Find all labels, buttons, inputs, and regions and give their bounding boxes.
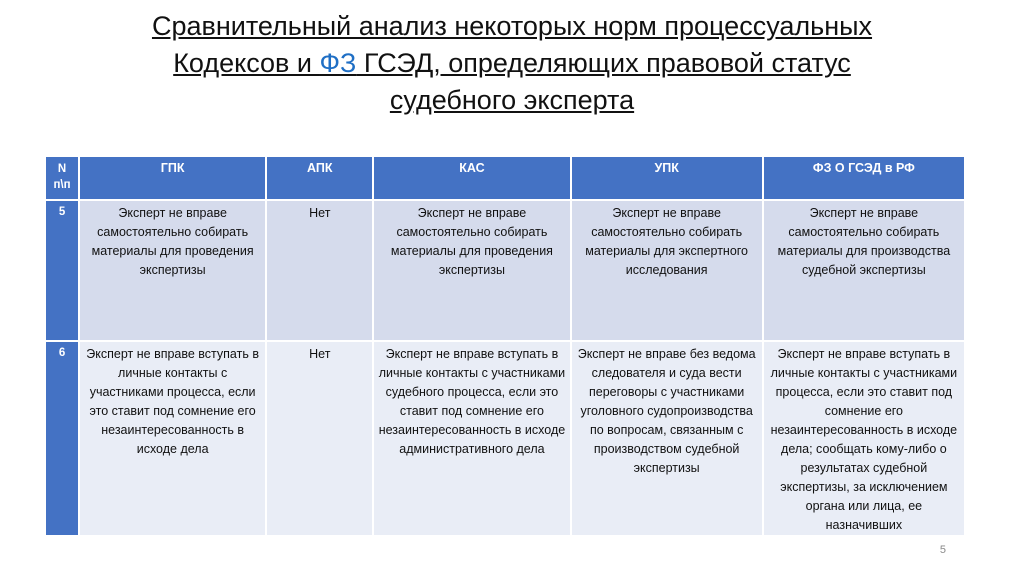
header-kas: КАС <box>374 157 569 199</box>
slide-title <box>60 8 964 119</box>
page-number: 5 <box>939 544 946 556</box>
header-num: N п\п <box>46 157 78 199</box>
header-fz: ФЗ О ГСЭД в РФ <box>764 157 964 199</box>
cell-upk: Эксперт не вправе самостоятельно собирать материалы для экспертного исследования <box>572 201 762 340</box>
comparison-table <box>44 155 966 537</box>
table-row <box>46 342 964 535</box>
fz-link[interactable]: ФЗ <box>319 48 357 78</box>
cell-gpk: Эксперт не вправе вступать в личные контакты с участниками процесса, если это ставит под сомнение его незаинтересованность в исходе дела <box>80 342 265 535</box>
title-line-2 <box>60 45 964 82</box>
table-row <box>46 201 964 340</box>
cell-upk: Эксперт не вправе без ведома следователя и суда вести переговоры с участниками уголовного судопроизводства по вопросам, связанным с производством судебной экспертизы <box>572 342 762 535</box>
cell-gpk: Эксперт не вправе самостоятельно собирать материалы для проведения экспертизы <box>80 201 265 340</box>
title-line-3: судебного эксперта <box>389 85 635 115</box>
table-header-row <box>46 157 964 199</box>
header-gpk: ГПК <box>80 157 265 199</box>
title-line-2-end: ГСЭД, определяющих правовой статус <box>356 48 851 78</box>
cell-apk: Нет <box>267 342 372 535</box>
cell-kas: Эксперт не вправе вступать в личные контакты с участниками судебного процесса, если это ставит под сомнение его незаинтересованность в исходе административного дела <box>374 342 569 535</box>
cell-fz: Эксперт не вправе самостоятельно собирать материалы для производства судебной экспертизы <box>764 201 964 340</box>
title-line-2-start: Кодексов и <box>173 48 320 78</box>
cell-apk: Нет <box>267 201 372 340</box>
header-upk: УПК <box>572 157 762 199</box>
title-line-1: Сравнительный анализ некоторых норм процессуальных <box>151 11 873 41</box>
header-apk: АПК <box>267 157 372 199</box>
row-num: 6 <box>46 342 78 535</box>
cell-kas: Эксперт не вправе самостоятельно собирать материалы для проведения экспертизы <box>374 201 569 340</box>
row-num: 5 <box>46 201 78 340</box>
cell-fz: Эксперт не вправе вступать в личные контакты с участниками процесса, если это ставит под сомнение его незаинтересованность в исходе дела; сообщать кому-либо о результатах судебной экспертизы, за исключением органа или лица, ее назначивших <box>764 342 964 535</box>
